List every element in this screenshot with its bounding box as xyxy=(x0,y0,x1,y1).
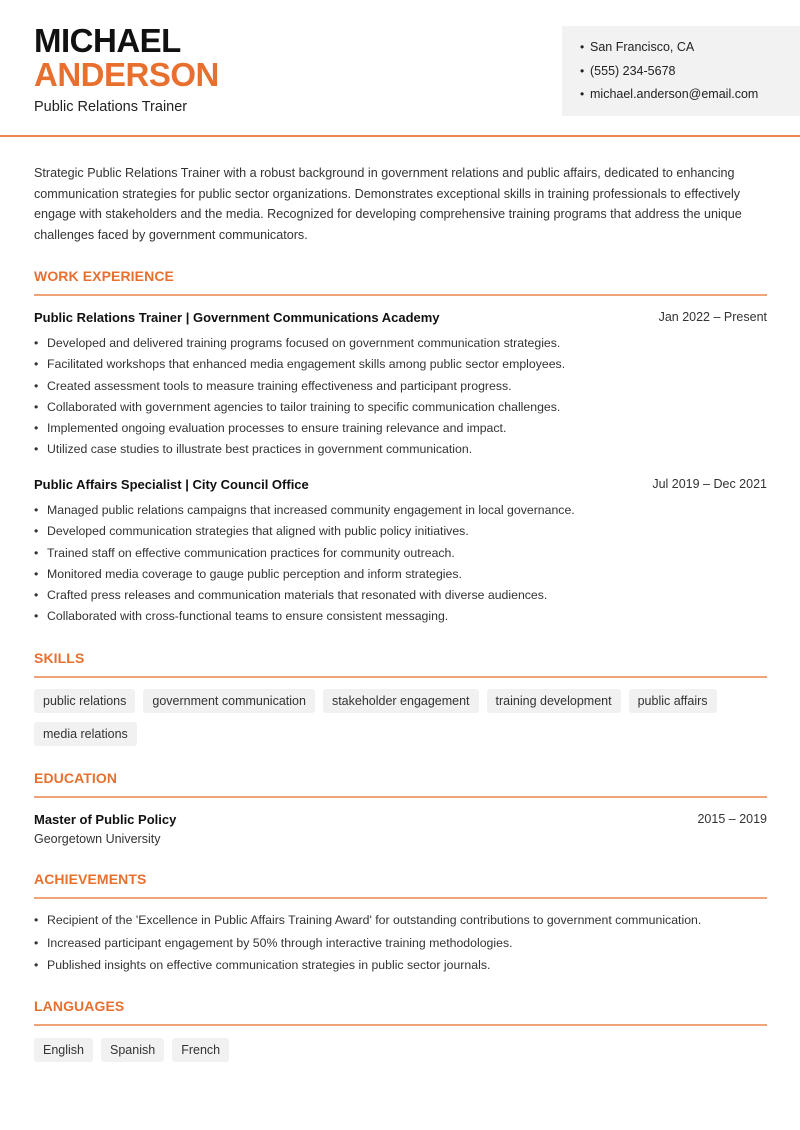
language-tag: English xyxy=(34,1038,93,1062)
bullet-icon: • xyxy=(34,357,39,372)
bullet-icon: • xyxy=(34,958,39,972)
skills-tags xyxy=(34,689,774,746)
section-divider xyxy=(34,796,767,798)
summary-text: Strategic Public Relations Trainer with a robust background in government relations and public affairs, dedicated to enhancing communication strategies for public sector organizations. Demonstrates exceptional skills in training professionals to effectively engage with stakeholders and the media. Recognized for developing comprehensive training programs that address the unique challenges faced by government communicators. xyxy=(34,166,742,242)
job-dates-2: Jul 2019 – Dec 2021 xyxy=(652,477,767,491)
bullet-icon: • xyxy=(34,336,39,350)
bullet-icon: • xyxy=(34,913,39,927)
contact-email[interactable]: • michael.anderson@email.com xyxy=(580,87,759,101)
list-item: • Managed public relations campaigns that increased community engagement in local governance. xyxy=(34,503,774,524)
full-name xyxy=(34,24,219,91)
list-item: • Implemented ongoing evaluation processes to ensure training relevance and impact. xyxy=(34,421,774,442)
list-item: • Published insights on effective communication strategies in public sector journals. xyxy=(34,958,774,981)
bullet-icon: • xyxy=(580,40,585,54)
list-item: • Trained staff on effective communication practices for community outreach. xyxy=(34,546,774,567)
job-title-2: Public Affairs Specialist | City Council Office xyxy=(34,477,309,492)
list-item: • Recipient of the 'Excellence in Public Affairs Training Award' for outstanding contributions to government communication. xyxy=(34,913,774,936)
section-divider xyxy=(34,897,767,899)
skill-tag: public relations xyxy=(34,689,135,713)
language-tag: French xyxy=(172,1038,229,1062)
language-tag: Spanish xyxy=(101,1038,164,1062)
contact-phone[interactable]: • (555) 234-5678 xyxy=(580,63,676,78)
skill-tag: public affairs xyxy=(629,689,717,713)
bullet-icon: • xyxy=(34,503,39,517)
bullet-icon: • xyxy=(34,609,39,624)
bullet-icon: • xyxy=(34,588,39,603)
bullet-icon: • xyxy=(34,399,39,414)
list-item: • Utilized case studies to illustrate best practices in government communication. xyxy=(34,442,774,463)
job-bullets-1 xyxy=(34,336,774,464)
section-title-skills: SKILLS xyxy=(34,650,85,666)
education-school: Georgetown University xyxy=(34,832,161,846)
bullet-icon: • xyxy=(34,442,39,457)
bullet-icon: • xyxy=(34,524,39,539)
education-dates: 2015 – 2019 xyxy=(697,812,767,826)
list-item: • Developed and delivered training programs focused on government communication strategies. xyxy=(34,336,774,357)
list-item: • Monitored media coverage to gauge public perception and inform strategies. xyxy=(34,567,774,588)
section-title-achievements: ACHIEVEMENTS xyxy=(34,871,147,887)
section-divider xyxy=(34,676,767,678)
section-title-education: EDUCATION xyxy=(34,770,118,786)
job-dates-1: Jan 2022 – Present xyxy=(658,310,767,324)
list-item: • Crafted press releases and communication materials that resonated with diverse audiences. xyxy=(34,588,774,609)
skill-tag: stakeholder engagement xyxy=(323,689,479,713)
first-name: MICHAEL xyxy=(34,22,181,59)
skill-tag: government communication xyxy=(143,689,315,713)
bullet-icon: • xyxy=(580,87,585,101)
education-degree: Master of Public Policy xyxy=(34,812,177,827)
section-title-languages: LANGUAGES xyxy=(34,998,125,1014)
list-item: • Created assessment tools to measure training effectiveness and participant progress. xyxy=(34,379,774,400)
list-item: • Developed communication strategies that aligned with public policy initiatives. xyxy=(34,524,774,545)
job-bullets-2 xyxy=(34,503,774,631)
last-name: ANDERSON xyxy=(34,56,219,93)
bullet-icon: • xyxy=(34,378,39,393)
list-item: • Collaborated with cross-functional teams to ensure consistent messaging. xyxy=(34,609,774,630)
bullet-icon: • xyxy=(34,566,39,581)
bullet-icon: • xyxy=(34,545,39,560)
contact-location: • San Francisco, CA xyxy=(580,40,695,54)
section-divider xyxy=(34,1024,767,1026)
skill-tag: media relations xyxy=(34,722,137,746)
list-item: • Collaborated with government agencies to tailor training to specific communication challenges. xyxy=(34,400,774,421)
bullet-icon: • xyxy=(34,935,39,950)
job-role: Public Relations Trainer xyxy=(34,99,188,115)
contact-box xyxy=(562,26,800,116)
section-divider xyxy=(34,294,767,296)
skill-tag: training development xyxy=(487,689,621,713)
bullet-icon: • xyxy=(34,421,39,436)
list-item: • Increased participant engagement by 50% through interactive training methodologies. xyxy=(34,936,774,959)
job-title-1: Public Relations Trainer | Government Communications Academy xyxy=(34,310,440,325)
section-title-work: WORK EXPERIENCE xyxy=(34,268,174,284)
language-tags xyxy=(34,1038,774,1062)
list-item: • Facilitated workshops that enhanced media engagement skills among public sector employees. xyxy=(34,357,774,378)
bullet-icon: • xyxy=(580,63,585,78)
achievements-list xyxy=(34,913,774,981)
resume-header xyxy=(0,0,800,137)
